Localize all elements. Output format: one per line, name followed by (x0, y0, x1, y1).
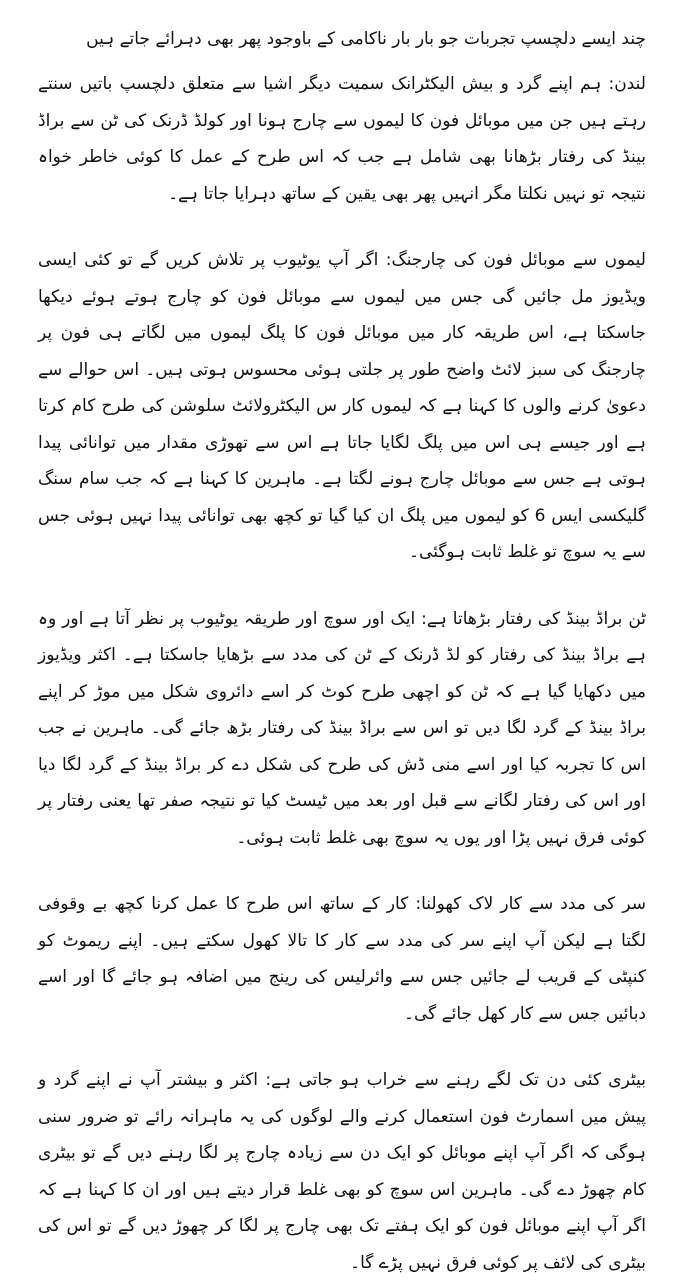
paragraph-battery-charging: بیٹری کئی دن تک لگے رہنے سے خراب ہو جاتی ہے: اکثر و بیشتر آپ نے اپنے گرد و پیش میں اسمارٹ فون استعمال کرنے والے لوگوں کی یہ ماہرانہ رائے تو ضرور سنی ہوگی کہ اگر آپ اپنے موبائل کو ایک دن سے زیادہ چارج پر لگا رہنے دیں گے تو بیٹری کام چھوڑ دے گی۔ ماہرین اس سوچ کو بھی غلط قرار دیتے ہیں اور ان کا کہنا ہے کہ اگر آپ اپنے موبائل فون کو ایک ہفتے تک بھی چارج پر لگا کر چھوڑ دیں گے تو اس کی بیٹری کی لائف پر کوئی فرق نہیں پڑے گا۔ (38, 1070, 646, 1273)
paragraph-can-broadband: ٹن براڈ بینڈ کی رفتار بڑھاتا ہے: ایک اور سوچ اور طریقہ یوٹیوب پر نظر آتا ہے اور وہ ہے براڈ بینڈ کی رفتار کو لڈ ڈرنک کے ٹن کی مدد سے بڑھایا جاسکتا ہے۔ اکثر ویڈیوز میں دکھایا گیا ہے کہ ٹن کو اچھی طرح کوٹ کر اسے دائروی شکل میں موڑ کر اپنے براڈ بینڈ کے گرد لگا دیں تو اس سے براڈ بینڈ کی رفتار بڑھ جائے گی۔ ماہرین نے جب اس کا تجربہ کیا اور اسے منی ڈش کی طرح کی شکل دے کر براڈ بینڈ کے گرد لگا دیا اور اس کی رفتار لگانے سے قبل اور بعد میں ٹیسٹ کیا تو نتیجہ صفر تھا یعنی رفتار پر کوئی فرق نہیں پڑا اور یوں یہ سوچ بھی غلط ثابت ہوئی۔ (38, 608, 646, 848)
paragraph-lemon-charging: لیموں سے موبائل فون کی چارجنگ: اگر آپ یوٹیوب پر تلاش کریں گے تو کئی ایسی ویڈیوز مل جائیں گی جس میں لیموں سے موبائل فون کو چارج ہوتے ہوئے دیکھا جاسکتا ہے، اس طریقہ کار میں موبائل فون کا پلگ لیموں میں لگاتے ہی فون پر چارجنگ کی سبز لائٹ واضح طور پر جلتی ہوئی محسوس ہوتی ہیں۔ اس حوالے سے دعویٰ کرنے والوں کا کہنا ہے کہ لیموں کار س الیکٹرولائٹ سلوشن کی طرح کام کرتا ہے اور جیسے ہی اس میں پلگ لگایا جاتا ہے اس سے تھوڑی مقدار میں توانائی پیدا ہوتی ہے جس سے موبائل چارج ہونے لگتا ہے۔ ماہرین کا کہنا ہے کہ جب سام سنگ گلیکسی ایس 6 کو لیموں میں پلگ ان کیا گیا تو کچھ بھی توانائی پیدا نہیں ہوئی جس سے یہ سوچ تو غلط ثابت ہوگئی۔ (38, 250, 646, 562)
article-title: چند ایسے دلچسپ تجربات جو بار بار ناکامی کے باوجود پھر بھی دہرائے جاتے ہیں (86, 29, 646, 49)
paragraph-head-car-lock: سر کی مدد سے کار لاک کھولنا: کار کے ساتھ اس طرح کا عمل کرنا کچھ بے وقوفی لگتا ہے لیکن آپ اپنے سر کی مدد سے کار کا تالا کھول سکتے ہیں۔ اپنے ریموٹ کو کنپٹی کے قریب لے جائیں جس سے وائرلیس کی رینج میں اضافہ ہو جائے گا اور اسے دبائیں جس سے کار کھل جائے گی۔ (38, 894, 646, 1024)
paragraph-intro: لندن: ہم اپنے گرد و بیش الیکٹرانک سمیت دیگر اشیا سے متعلق دلچسپ باتیں سنتے رہتے ہیں جن میں موبائل فون کا لیموں سے چارج ہونا اور کولڈ ڈرنک کی ٹن سے براڈ بینڈ کی رفتار بڑھانا بھی شامل ہے جب کہ اس طرح کے عمل کا کوئی خاطر خواہ نتیجہ تو نہیں نکلتا مگر انہیں پھر بھی یقین کے ساتھ دہرایا جاتا ہے۔ (38, 74, 646, 204)
